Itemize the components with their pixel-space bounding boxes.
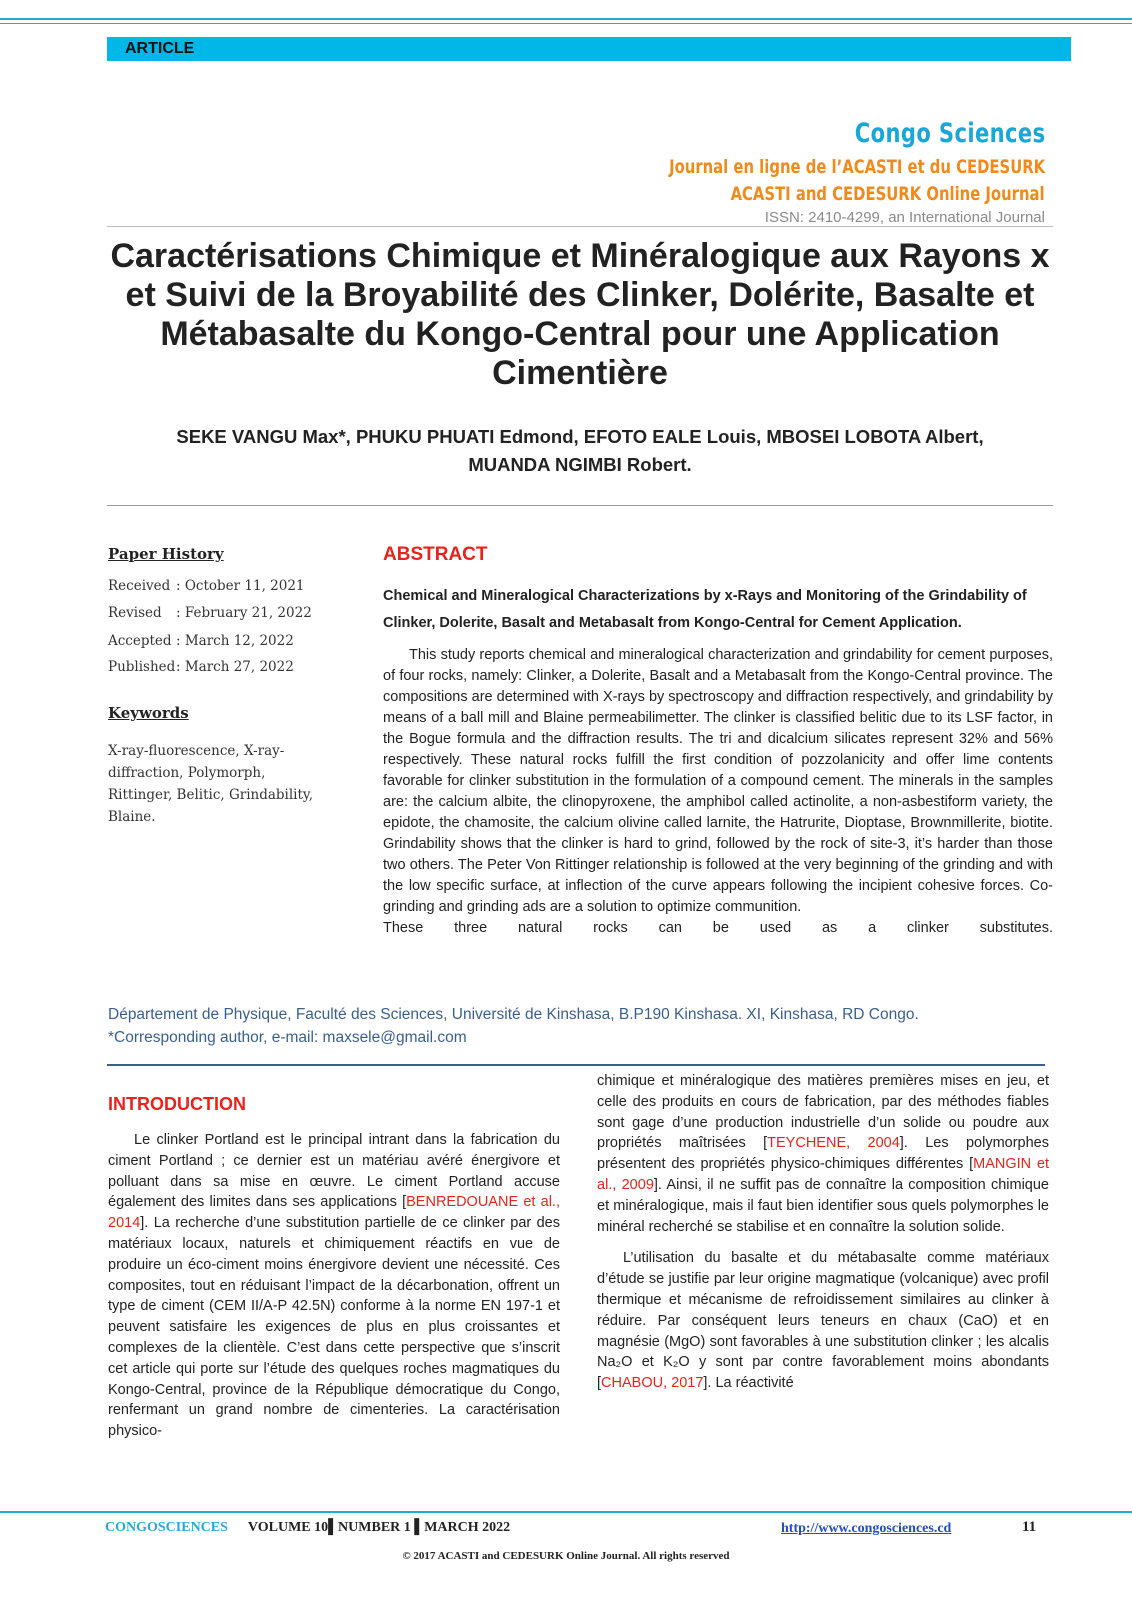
text-run: ]. La recherche d’une substitution partielle de ce clinker par des matériaux locaux, naturels et chimiquement réactifs en vue de produire un éco-ciment moins énergivore devient une nécessité. Ces composites, tout en réduisant l’impact de la décarbonation, offrent un type de ciment (CEM II/A-P 42.5N) conforme à la norme EN 197-1 et peuvent satisfaire les exigences de plus en plus croissantes et complexes de la clientèle. C’est dans cette perspective que s’inscrit cet article qui porte sur l’étude des quelques roches magmatiques du Kongo-Central, province de la République démocratique du Congo, renfermant un grand nombre de cimenteries. La caractérisation physico- <box>108 1215 560 1440</box>
text-run: chimique et minéralogique des matières premières mises en jeu, et celle des produits en cours de fabrication, par des méthodes fiables sont gage d’une production industrielle d’un solide ou poudre aux propriétés maîtrisées [ <box>597 1073 1049 1152</box>
text-run: ]. Ainsi, il ne suffit pas de connaître la composition chimique et minéralogique, mais il faut bien identifier sous quels polymorphes le minéral recherché se stabilise et en connaître la solution solide. <box>597 1176 1049 1235</box>
issn: ISSN: 2410-4299, an International Journal <box>764 209 1045 226</box>
history-label: Published <box>108 659 176 675</box>
citation-link[interactable]: TEYCHENE, 2004 <box>767 1135 900 1152</box>
authors-line-1: SEKE VANGU Max*, PHUKU PHUATI Edmond, EFOTO EALE Louis, MBOSEI LOBOTA Albert, <box>176 426 984 447</box>
article-label: ARTICLE <box>125 40 195 57</box>
introduction-heading: INTRODUCTION <box>108 1094 246 1114</box>
article-banner <box>107 37 1071 61</box>
top-rule <box>0 18 1132 20</box>
abstract-heading: ABSTRACT <box>383 544 488 565</box>
citation-link[interactable]: MANGIN et al., 2009 <box>597 1156 1049 1193</box>
top-rule-thin <box>0 23 1132 24</box>
citation-link[interactable]: CHABOU, 2017 <box>601 1375 704 1392</box>
paper-title: Caractérisations Chimique et Minéralogique aux Rayons x et Suivi de la Broyabilité des Clinker, Dolérite, Basalte et Métabasalte du Kongo-Central pour une Application Cimentière <box>110 237 1050 392</box>
affiliation-address: Département de Physique, Faculté des Sciences, Université de Kinshasa, B.P190 Kinshasa. XI, Kinshasa, RD Congo. <box>108 1006 919 1023</box>
history-value: : February 21, 2022 <box>176 605 312 621</box>
history-revised <box>108 605 312 621</box>
left-column <box>108 1130 560 1442</box>
history-label: Accepted <box>108 633 172 649</box>
author-list <box>107 423 1053 479</box>
intro-paragraph-3 <box>597 1248 1049 1394</box>
paper-history-heading: Paper History <box>108 545 224 563</box>
history-label: Revised <box>108 605 162 621</box>
affiliation <box>108 1003 919 1049</box>
journal-name: Congo Sciences <box>854 118 1045 149</box>
abstract-body <box>383 645 1053 939</box>
history-value: : March 27, 2022 <box>176 659 294 675</box>
abstract-last-line: These three natural rocks can be used as a clinker substitutes. <box>383 920 1053 936</box>
text-run: L’utilisation du basalte et du métabasalte comme matériaux d’étude se justifie par leur origine magmatique (volcanique) avec profil thermique et mécanisme de refroidissement similaires au clinker à réduire. Par conséquent leurs teneurs en chaux (CaO) et en magnésie (MgO) sont favorables à une substitution clinker ; les alcalis Na₂O et K₂O y sont par contre favorablement moins abondants [ <box>597 1250 1049 1392</box>
history-accepted <box>108 633 294 649</box>
authors-line-2: MUANDA NGIMBI Robert. <box>468 454 692 475</box>
history-label: Received <box>108 578 171 594</box>
copyright-notice: © 2017 ACASTI and CEDESURK Online Journal. All rights reserved <box>402 1550 730 1562</box>
intro-paragraph-1 <box>108 1130 560 1442</box>
history-value: : March 12, 2022 <box>176 633 294 649</box>
journal-subtitle-en: ACASTI and CEDESURK Online Journal <box>730 183 1045 205</box>
keywords-heading: Keywords <box>108 704 189 722</box>
history-received <box>108 578 305 594</box>
abstract-text: This study reports chemical and mineralogical characterization and grindability for cement purposes, of four rocks, namely: Clinker, a Dolerite, Basalt and a Metabasalt from the Kongo-Central province. The compositions are determined with X-rays by spectroscopy and diffraction respectively, and grindability by means of a ball mill and Blaine permeabilimetter. The clinker is classified belitic due to its LSF factor, in the Bogue formula and the diffraction results. The tri and dicalcium silicates represent 32% and 56% respectively. These natural rocks fulfill the first condition of pozzolanicity and offer lime contents favorable for clinker substitution in the formulation of a compound cement. The minerals in the samples are: the calcium albite, the clinopyroxene, the amphibol called actinolite, a non-asbestiform variety, the epidote, the chamosite, the calcium olivine called larnite, the Hatrurite, Dioptase, Brownmillerite, biotite. Grindability shows that the clinker is hard to grind, followed by the rock of site-3, it’s harder than those two others. The Peter Von Rittinger relationship is followed at the very beginning of the grinding and with the low specific surface, at inflection of the curve appears following the incipient cohesive forces. Co-grinding and grinding ads are a solution to optimize communition. <box>383 647 1054 915</box>
corresponding-author: *Corresponding author, e-mail: maxsele@gmail.com <box>108 1029 467 1046</box>
citation-link[interactable]: BENREDOUANE et al., 2014 <box>108 1194 560 1232</box>
authors-divider <box>107 505 1053 506</box>
history-published <box>108 659 294 675</box>
journal-subtitle-fr: Journal en ligne de l’ACASTI et du CEDESURK <box>668 156 1045 178</box>
text-run: Le clinker Portland est le principal intrant dans la fabrication du ciment Portland ; ce dernier est un matériau avéré énergivore et polluant dans sa mise en œuvre. Le ciment Portland accuse également des limites dans ses applications [ <box>108 1132 560 1211</box>
page-number: 11 <box>1022 1519 1037 1535</box>
intro-paragraph-2 <box>597 1071 1049 1237</box>
header-divider <box>107 226 1053 227</box>
footer-issue: VOLUME 10▌NUMBER 1 ▌MARCH 2022 <box>247 1520 511 1535</box>
history-value: : October 11, 2021 <box>176 578 305 594</box>
abstract-english-title: Chemical and Mineralogical Characterizations by x-Rays and Monitoring of the Grindability of Clinker, Dolerite, Basalt and Metabasalt from Kongo-Central for Cement Application. <box>383 588 1027 631</box>
keywords-list: X-ray-fluorescence, X-ray-diffraction, Polymorph, Rittinger, Belitic, Grindability, Blaine. <box>108 743 314 825</box>
text-run: ]. Les polymorphes présentent des propriétés physico-chimiques différentes [ <box>597 1135 1049 1173</box>
journal-website-link[interactable]: http://www.congosciences.cd <box>781 1521 952 1536</box>
right-column <box>597 1071 1049 1394</box>
footer-journal-name: CONGOSCIENCES <box>105 1520 228 1535</box>
footer-journal-info <box>105 1520 510 1536</box>
text-run: ]. La réactivité <box>703 1375 794 1392</box>
footer-rule <box>0 1511 1132 1513</box>
affiliation-divider <box>107 1064 1045 1066</box>
